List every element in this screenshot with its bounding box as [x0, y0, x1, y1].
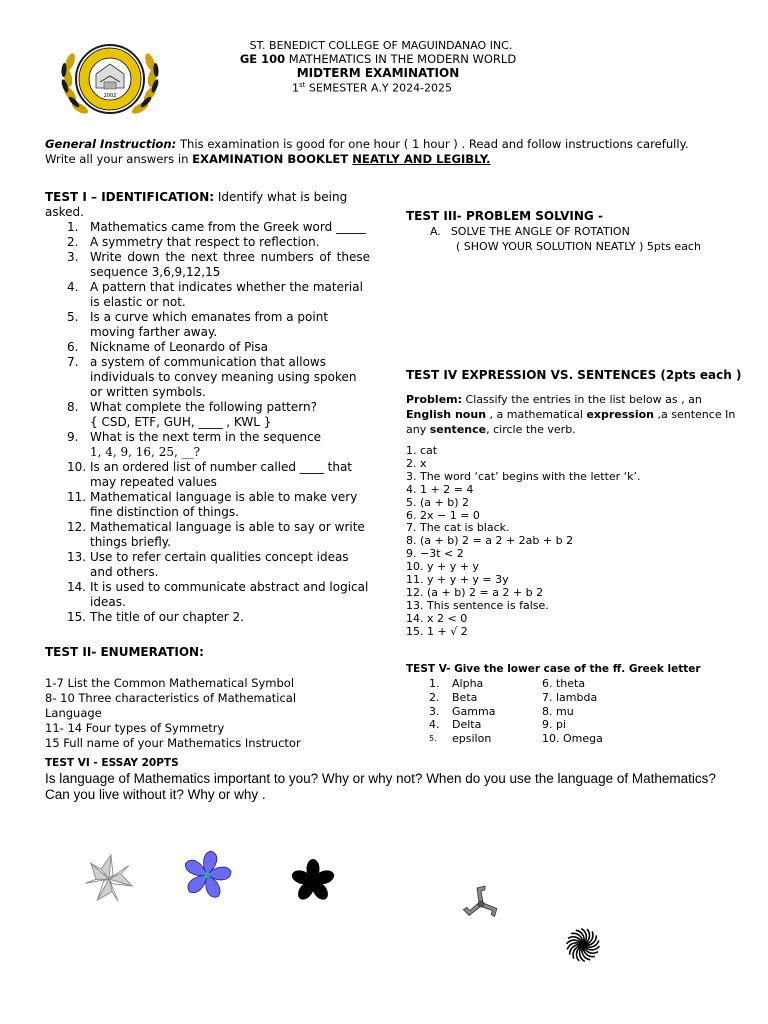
list-item: 14. It is used to communicate abstract and logical ideas. [67, 580, 369, 609]
test1-list [45, 220, 370, 625]
problem-english-noun: English noun [406, 408, 487, 421]
list-item: 15 Full name of your Mathematics Instructor [45, 736, 301, 750]
list-item: 4. Delta 9. pi [429, 718, 567, 732]
test4-title: TEST IV EXPRESSION VS. SENTENCES (2pts each ) [406, 368, 742, 382]
test3-text: SOLVE THE ANGLE OF ROTATION [450, 225, 630, 238]
test1-heading [45, 190, 370, 220]
test3-title: TEST III- PROBLEM SOLVING - [406, 209, 603, 223]
test2-title: TEST II- ENUMERATION: [45, 645, 204, 659]
list-item: 3. Write down the next three numbers of these sequence 3,6,9,12,15 [67, 250, 370, 279]
list-item: 7. The cat is black. [406, 521, 510, 535]
test4-list [406, 445, 736, 639]
list-item: 5. epsilon 10. Omega [429, 732, 603, 746]
problem-text-5: , circle the verb. [486, 423, 576, 436]
course-name: MATHEMATICS IN THE MODERN WORLD [288, 52, 517, 66]
list-item: 15. The title of our chapter 2. [67, 610, 244, 624]
problem-text-2: , a mathematical [486, 408, 587, 421]
list-item: 1. Alpha 6. theta [429, 677, 586, 690]
list-item: 5. Is a curve which emanates from a point moving farther away. [67, 310, 329, 339]
list-item: 2. Beta 7. lambda [429, 690, 598, 704]
list-item: 11. y + y + y = 3y [406, 573, 509, 587]
list-item: 6. Nickname of Leonardo of Pisa [67, 340, 269, 354]
list-item: 11. Mathematical language is able to make very fine distinction of things. [67, 490, 358, 519]
test3-item [430, 224, 720, 254]
list-item: 13. This sentence is false. [406, 598, 549, 612]
svg-text:2002: 2002 [103, 93, 117, 99]
test4-problem [406, 392, 746, 437]
test6-title: TEST VI - ESSAY 20PTS [45, 757, 179, 769]
list-item: 13. Use to refer certain qualities concept ideas and others. [67, 550, 349, 579]
problem-text-3: ,a sentence In [654, 408, 736, 421]
problem-text-4: any [406, 423, 430, 436]
instruction-booklet: EXAMINATION BOOKLET [192, 152, 353, 166]
general-instruction [45, 137, 735, 167]
test5-title: TEST V- Give the lower case of the ff. Greek letter [406, 663, 701, 675]
list-item: 2. A symmetry that respect to reflection. [67, 235, 320, 249]
test3-sub: ( SHOW YOUR SOLUTION NEATLY ) 5pts each [456, 240, 701, 253]
essay-question: Is language of Mathematics important to you? Why or why not? When do you use the language of Mathematics? Can you live without it? Why or why . [45, 771, 716, 802]
list-item: 10. y + y + y [406, 560, 479, 574]
problem-expression: expression [586, 408, 655, 421]
list-item: 12. (a + b) 2 = a 2 + b 2 [406, 585, 544, 599]
pinwheel-star-icon [78, 854, 140, 904]
blue-flower-icon [180, 850, 236, 900]
list-item: 1. Mathematics came from the Greek word _____ [67, 220, 367, 234]
instruction-label: General Instruction: [45, 137, 177, 151]
list-item: 14. x 2 < 0 [406, 611, 468, 625]
problem-label: Problem: [406, 393, 463, 406]
test1-instruction: Identify what is being asked. [45, 190, 348, 219]
list-item: 8. (a + b) 2 = a 2 + 2ab + b 2 [406, 534, 574, 548]
semester-line [0, 81, 756, 95]
list-item: 1-7 List the Common Mathematical Symbol [45, 676, 295, 690]
semester-sup: st [298, 81, 306, 89]
test1-title: TEST I – IDENTIFICATION: [45, 190, 215, 204]
list-item: 5. (a + b) 2 [406, 495, 470, 509]
list-item: 3. Gamma 8. mu [429, 704, 574, 718]
problem-text-1: Classify the entries in the list below as , an [462, 393, 702, 406]
test3-letter: A. [430, 225, 441, 238]
list-item: 3. The word ‘cat’ begins with the letter ‘k’. [406, 469, 641, 483]
list-item: 8. What complete the following pattern? { CSD, ETF, GUH, ____ , KWL } [67, 400, 317, 429]
list-item: 10. Is an ordered list of number called ____ that may repeated values [67, 460, 353, 489]
list-item: 6. 2x − 1 = 0 [406, 508, 480, 522]
list-item: 1. cat [406, 444, 438, 457]
triskelion-icon [455, 883, 507, 925]
test2-list [45, 676, 335, 751]
instruction-neatly: NEATLY AND LEGIBLY. [352, 152, 491, 166]
course-line [0, 52, 762, 66]
test1-section [45, 190, 370, 625]
pattern-text: { CSD, ETF, GUH, ____ , KWL } [90, 415, 272, 429]
list-item: 7. a system of communication that allows individuals to convey meaning using spoken or written symbols. [67, 355, 357, 399]
sequence-text: 1, 4, 9, 16, 25, __? [90, 445, 201, 459]
list-item: 4. 1 + 2 = 4 [406, 482, 474, 496]
list-item: 2. x [406, 456, 427, 470]
school-name: ST. BENEDICT COLLEGE OF MAGUINDANAO INC. [249, 39, 513, 52]
list-item: 9. What is the next term in the sequence 1, 4, 9, 16, 25, __? [67, 430, 322, 459]
course-code: GE 100 [239, 52, 286, 66]
black-flower-icon [289, 858, 337, 904]
list-item: 4. A pattern that indicates whether the material is elastic or not. [67, 280, 363, 309]
test5-table [406, 677, 706, 746]
instruction-text: This examination is good for one hour ( 1 hour ) . Read and follow instructions carefully. [176, 137, 689, 151]
problem-sentence: sentence [429, 423, 487, 436]
exam-title: MIDTERM EXAMINATION [296, 66, 460, 80]
spiral-icon [553, 920, 613, 970]
semester-text: SEMESTER A.Y 2024-2025 [308, 81, 453, 95]
semester-num: 1 [291, 81, 299, 95]
list-item: 8- 10 Three characteristics of Mathematical Language [45, 691, 297, 720]
list-item: 15. 1 + √ 2 [406, 624, 468, 638]
list-item: 11- 14 Four types of Symmetry [45, 721, 225, 735]
list-item: 9. −3t < 2 [406, 547, 464, 561]
instruction-text-2: Write all your answers in [45, 152, 193, 166]
list-item: 12. Mathematical language is able to say or write things briefly. [67, 520, 365, 549]
